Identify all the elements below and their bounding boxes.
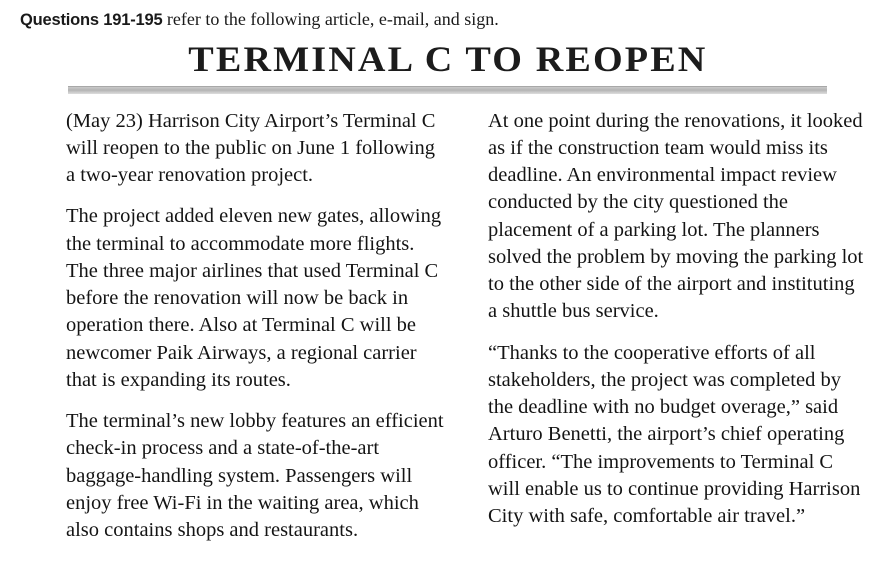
- article-headline: TERMINAL C TO REOPEN: [187, 38, 708, 79]
- paragraph: The terminal’s new lobby features an efficient check-in process and a state-of-the-art baggage-handling system. Passengers will enjoy free Wi-Fi in the waiting area, which also contains shops and restaurants.: [66, 410, 444, 542]
- article-body: [14, 108, 881, 545]
- paragraph: At one point during the renovations, it looked as if the construction team would miss its deadline. An environmental impact review conducted by the city questioned the placement of a parking lot. The planners solved the problem by moving the parking lot to the other side of the airport and instituting a shuttle bus service.: [488, 109, 864, 323]
- article-right-column: [488, 108, 868, 545]
- question-instruction-line: [20, 8, 881, 31]
- instruction-text: refer to the following article, e-mail, and sign.: [162, 9, 499, 29]
- paragraph: (May 23) Harrison City Airport’s Terminal C will reopen to the public on June 1 following a two-year renovation project.: [66, 109, 436, 187]
- paragraph: “Thanks to the cooperative efforts of all stakeholders, the project was completed by the deadline with no budget overage,” said Arturo Benetti, the airport’s chief operating officer. “The improvements to Terminal C will enable us to continue providing Harrison City with safe, comfortable air travel.”: [488, 341, 861, 528]
- paragraph: The project added eleven new gates, allowing the terminal to accommodate more flights. The three major airlines that used Terminal C before the renovation will now be back in operation there. Also at Terminal C will be newcomer Paik Airways, a regional carrier that is expanding its routes.: [66, 205, 442, 391]
- question-range-label: Questions 191-195: [20, 11, 163, 29]
- article-left-column: [66, 108, 446, 545]
- article-headline-block: [14, 38, 881, 94]
- headline-divider-rule: [68, 86, 827, 94]
